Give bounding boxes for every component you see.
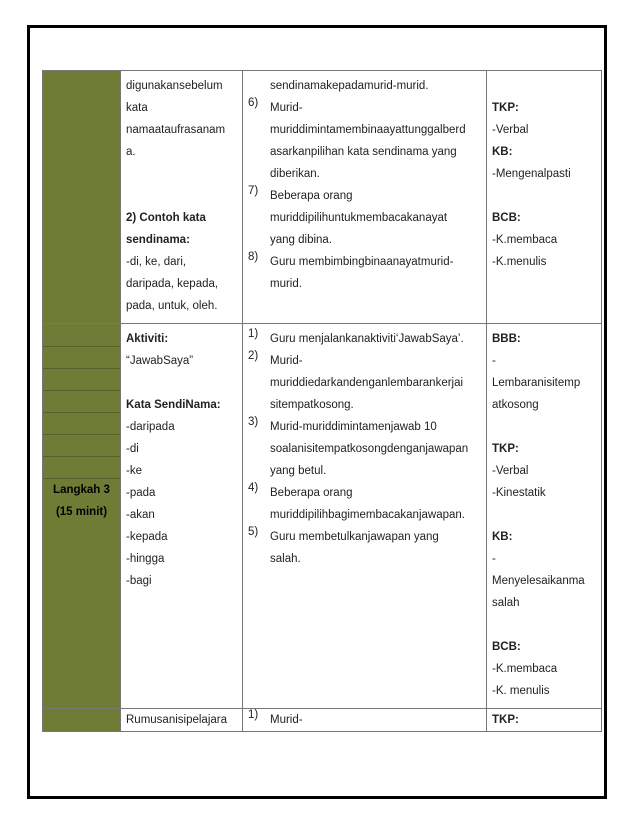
note-line [492,504,596,526]
lesson-plan-table [42,70,602,732]
note-line [492,185,596,207]
content-line: -ke [126,465,142,477]
content-line [126,163,237,185]
activity-line: murid. [270,278,302,290]
note-line: -K.membaca [492,663,558,675]
content-line: a. [126,146,136,158]
note-line: -Mengenalpasti [492,168,571,180]
content-line [126,185,237,207]
activity-line: Murid- [270,714,303,726]
content-line: -daripada [126,421,175,433]
activity-line: Murid-muriddimintamenjawab 10 [270,421,437,433]
step-number: 1) [248,709,259,721]
content-heading: 2) Contoh kata [126,212,206,224]
table-row [43,709,602,732]
content-line: -bagi [126,575,152,587]
step-number: 3) [248,416,259,428]
activity-cell [243,709,487,732]
note-line [492,416,596,438]
activity-line: sitempatkosong. [270,399,354,411]
activity-step [248,416,481,482]
activity-line: Guru membetulkanjawapan yang [270,531,439,543]
note-heading: KB: [492,531,513,543]
content-line: pada, untuk, oleh. [126,300,218,312]
content-line: -di, ke, dari, [126,256,187,268]
note-line [492,614,596,636]
step-duration: (15 minit) [55,506,108,518]
note-heading: TKP: [492,443,519,455]
content-line: “JawabSaya” [126,355,194,367]
step-number: 8) [248,251,259,263]
step-number: 1) [248,328,259,340]
notes-cell [487,709,602,732]
content-heading: Kata SendiNama: [126,399,221,411]
table-row [43,71,602,324]
activity-line: muriddiedarkandenganlembarankerjai [270,377,464,389]
activity-line: sendinamakepadamurid-murid. [270,80,429,92]
step-label: Langkah 3 [53,484,110,496]
step-cell [43,709,121,732]
note-line: salah [492,597,520,609]
note-line [492,75,596,97]
activity-line: Guru menjalankanaktiviti‘JawabSaya’. [270,333,464,345]
content-line: daripada, kepada, [126,278,219,290]
note-line: -Kinestatik [492,487,546,499]
activity-line: soalanisitempatkosongdenganjawapan [270,443,469,455]
content-heading: Aktiviti: [126,333,169,345]
step-number: 4) [248,482,259,494]
step-cell [43,71,121,324]
note-line: atkosong [492,399,539,411]
note-line: - [492,553,496,565]
content-line: namaataufrasanam [126,124,226,136]
content-line: Rumusanisipelajara [126,714,227,726]
step-number: 2) [248,350,259,362]
content-line: -hingga [126,553,165,565]
activity-line: asarkanpilihan kata sendinama yang [270,146,457,158]
step-number: 6) [248,97,259,109]
step-number: 5) [248,526,259,538]
activity-line: Beberapa orang [270,487,353,499]
note-line: - [492,355,496,367]
note-line: -K. menulis [492,685,550,697]
note-heading: BCB: [492,212,521,224]
activity-line: muriddimintamembinaayattunggalberd [270,124,466,136]
note-heading: BBB: [492,333,521,345]
activity-line: muriddipilihbagimembacakanjawapan. [270,509,465,521]
step-number: 7) [248,185,259,197]
activity-step [248,350,481,416]
content-cell [121,324,243,709]
activity-step [248,185,481,251]
note-line: Menyelesaikanma [492,575,585,587]
content-line: kata [126,102,148,114]
activity-line: Guru membimbingbinaanayatmurid- [270,256,454,268]
note-line: -Verbal [492,465,529,477]
note-line: -Verbal [492,124,529,136]
activity-line: Murid- [270,355,303,367]
activity-step [248,251,481,295]
note-line: Lembaranisitemp [492,377,581,389]
table-row [43,324,602,709]
content-cell [121,709,243,732]
activity-cell [243,71,487,324]
activity-step [248,526,481,570]
activity-line: diberikan. [270,168,320,180]
activity-line: Murid- [270,102,303,114]
note-line: -K.membaca [492,234,558,246]
activity-step [248,709,481,731]
notes-cell [487,71,602,324]
note-heading: TKP: [492,714,519,726]
content-cell [121,71,243,324]
activity-step [248,328,481,350]
content-line: -kepada [126,531,168,543]
content-heading: sendinama: [126,234,190,246]
activity-cell [243,324,487,709]
content-line: digunakansebelum [126,80,223,92]
content-line: -di [126,443,139,455]
note-heading: KB: [492,146,513,158]
notes-cell [487,324,602,709]
note-heading: TKP: [492,102,519,114]
step-cell [43,324,121,709]
activity-step [248,482,481,526]
activity-step [248,97,481,185]
content-line: -pada [126,487,156,499]
note-line: -K.menulis [492,256,547,268]
activity-line: yang dibina. [270,234,333,246]
activity-line: salah. [270,553,301,565]
activity-line: Beberapa orang [270,190,353,202]
activity-line: yang betul. [270,465,327,477]
note-heading: BCB: [492,641,521,653]
content-line: -akan [126,509,155,521]
content-line [126,372,237,394]
activity-line: muriddipilihuntukmembacakanayat [270,212,448,224]
